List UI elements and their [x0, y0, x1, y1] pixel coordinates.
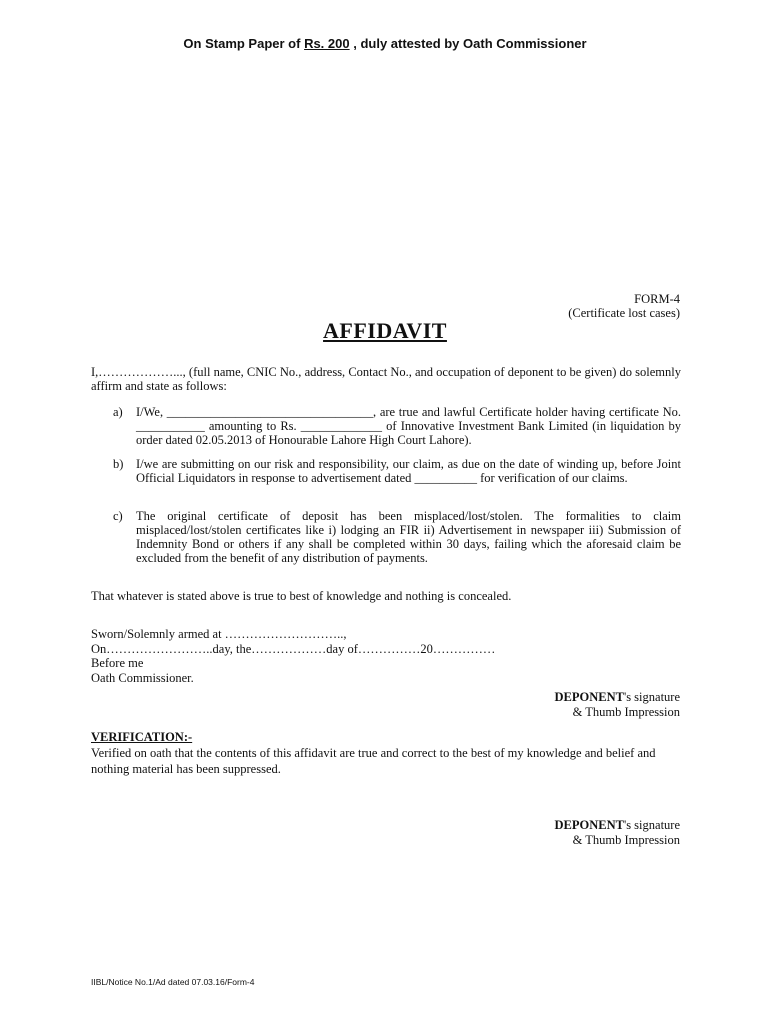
sworn-block	[91, 627, 681, 685]
deponent-signature-block-2	[554, 818, 680, 847]
thumb-impression-label: & Thumb Impression	[572, 704, 680, 719]
signature-label: 's signature	[623, 690, 680, 704]
deponent-signature-block	[554, 690, 680, 719]
list-item-b	[113, 457, 681, 485]
page-title: AFFIDAVIT	[323, 318, 447, 343]
form-number: FORM-4	[634, 292, 680, 306]
sworn-date-line: On……………………..day, the………………day of……………20……………	[91, 641, 496, 656]
thumb-impression-label: & Thumb Impression	[572, 832, 680, 847]
list-item-text: I/we are submitting on our risk and responsibility, our claim, as due on the date of winding up, before Joint Official Liquidators in response to advertisement dated __________ for verification of our claims.	[136, 457, 681, 485]
deponent-label: DEPONENT	[554, 818, 624, 832]
verification-section	[91, 730, 681, 777]
list-item-a	[113, 405, 681, 447]
list-item-text: I/We, _________________________________, are true and lawful Certificate holder having certificate No. ___________ amounting to Rs. _____________ of Innovative Investment Bank Limited (in liquidation by order dated 02.05.2013 of Honourable Lahore High Court Lahore).	[136, 405, 681, 447]
list-marker: b)	[113, 457, 124, 471]
list-item-c	[113, 509, 681, 565]
list-marker: c)	[113, 509, 123, 523]
before-me-line: Before me	[91, 656, 144, 670]
sworn-line: Sworn/Solemnly armed at ………………………..,	[91, 627, 347, 641]
declaration-text: That whatever is stated above is true to best of knowledge and nothing is concealed.	[91, 589, 512, 603]
deponent-label: DEPONENT	[554, 690, 624, 704]
header-prefix: On Stamp Paper of	[183, 36, 305, 51]
header-amount: Rs. 200	[304, 36, 350, 51]
list-item-text: The original certificate of deposit has been misplaced/lost/stolen. The formalities to claim misplaced/lost/stolen certificates like i) lodging an FIR ii) Advertisement in newspaper iii) Submission of Indemnity Bond or others if any shall be completed within 30 days, failing which the aforesaid claim be excluded from the benefit of any distribution of payments.	[136, 509, 681, 565]
oath-commissioner-line: Oath Commissioner.	[91, 670, 194, 685]
signature-label: 's signature	[623, 818, 680, 832]
footer-reference: IIBL/Notice No.1/Ad dated 07.03.16/Form-4	[91, 977, 255, 987]
list-marker: a)	[113, 405, 123, 419]
stamp-paper-header	[0, 36, 770, 51]
verification-text: Verified on oath that the contents of this affidavit are true and correct to the best of my knowledge and belief and nothing material has been suppressed.	[91, 745, 656, 776]
header-suffix: , duly attested by Oath Commissioner	[349, 36, 587, 51]
verification-heading: VERIFICATION:-	[91, 730, 193, 744]
form-subtitle: (Certificate lost cases)	[568, 306, 680, 320]
intro-paragraph: I,………………..., (full name, CNIC No., address, Contact No., and occupation of deponent to be given) do solemnly affirm and state as follows:	[91, 365, 681, 393]
